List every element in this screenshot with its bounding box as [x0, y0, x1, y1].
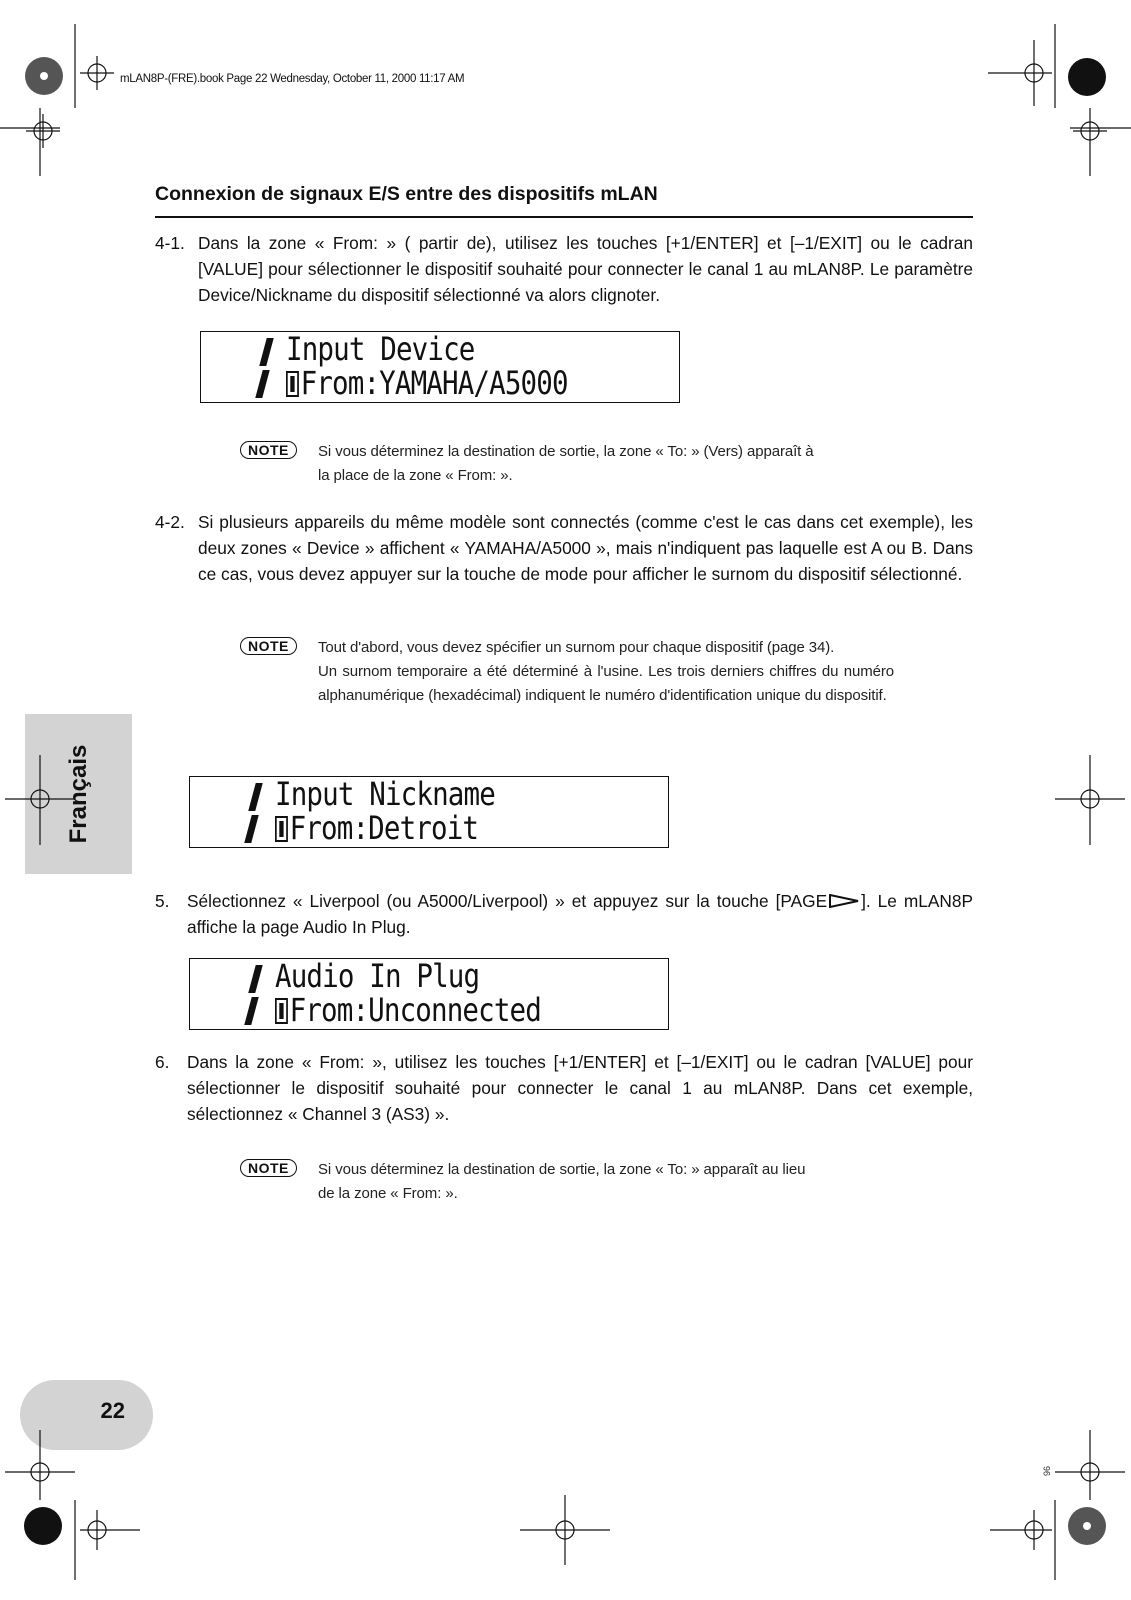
lcd-display-input-nickname — [189, 776, 669, 848]
step-5 — [155, 888, 973, 942]
lcd-line-2: From:Detroit — [275, 811, 478, 845]
lcd-line-1: Input Device — [286, 330, 475, 368]
book-header-slug: mLAN8P-(FRE).book Page 22 Wednesday, October 11, 2000 11:17 AM — [120, 73, 465, 85]
lcd-indicator-icon — [244, 815, 259, 843]
lcd-cursor-icon — [275, 998, 288, 1024]
lcd-cursor-icon — [286, 371, 299, 397]
section-title: Connexion de signaux E/S entre des dispositifs mLAN — [155, 183, 658, 205]
step-text: Dans la zone « From: », utilisez les touches [+1/ENTER] et [–1/EXIT] ou le cadran [VALUE] pour sélectionner le dispositif souhaité pour connecter le canal 1 au mLAN8P. Dans cet exemple, sélectionnez « Channel 3 (AS3) ». — [187, 1052, 973, 1124]
lcd-line-2: From:YAMAHA/A5000 — [286, 366, 568, 400]
step-text: Dans la zone « From: » ( partir de), utilisez les touches [+1/ENTER] et [–1/EXIT] ou le cadran [VALUE] pour sélectionner le dispositif souhaité pour connecter le canal 1 au mLAN8P. Le paramètre Device/Nickname du dispositif sélectionné va alors clignoter. — [198, 233, 973, 305]
step-text: Si plusieurs appareils du même modèle sont connectés (comme c'est le cas dans cet exemple), les deux zones « Device » affichent « YAMAHA/A5000 », mais n'indiquent pas laquelle est A ou B. Dans ce cas, vous devez appuyer sur la touche de mode pour afficher le surnom du dispositif sélectionné. — [198, 512, 973, 584]
language-side-tab-label: Français — [64, 744, 92, 844]
language-side-tab — [25, 714, 132, 874]
note-text: Si vous déterminez la destination de sortie, la zone « To: » (Vers) apparaît à la place de la zone « From: ». — [318, 443, 814, 484]
lcd-line-1: Input Nickname — [275, 775, 495, 813]
step-number: 4-2. — [155, 512, 185, 532]
step-text: Sélectionnez « Liverpool (ou A5000/Liverpool) » et appuyez sur la touche [PAGE ]. Le mLAN8P affiche la page Audio In Plug. — [187, 891, 973, 937]
margin-code: 96 — [1042, 1465, 1053, 1477]
step-4-1 — [155, 230, 973, 310]
step-6 — [155, 1049, 973, 1129]
lcd-indicator-icon — [255, 370, 270, 398]
note-text: Tout d'abord, vous devez spécifier un surnom pour chaque dispositif (page 34). Un surnom temporaire a été déterminé à l'usine. Les trois derniers chiffres du numéro alphanumérique (hexadécimal) indiquent le numéro d'identification unique du dispositif. — [318, 639, 894, 704]
step-number: 5. — [155, 891, 170, 911]
lcd-indicator-icon — [248, 783, 263, 811]
step-number: 4-1. — [155, 233, 185, 253]
lcd-indicator-icon — [244, 997, 259, 1025]
lcd-display-audio-in-plug — [189, 958, 669, 1030]
lcd-indicator-icon — [248, 965, 263, 993]
title-rule — [155, 216, 973, 218]
lcd-line-1: Audio In Plug — [275, 957, 480, 995]
lcd-cursor-icon — [275, 816, 288, 842]
page-number-tab — [20, 1380, 153, 1450]
page-number: 22 — [100, 1398, 125, 1423]
step-4-2 — [155, 509, 973, 615]
lcd-display-input-device — [200, 331, 680, 403]
lcd-indicator-icon — [259, 338, 274, 366]
note-badge: NOTE — [240, 637, 297, 656]
page-forward-arrow-icon — [829, 894, 859, 908]
note-text: Si vous déterminez la destination de sortie, la zone « To: » apparaît au lieu de la zone « From: ». — [318, 1161, 806, 1202]
lcd-line-2: From:Unconnected — [275, 993, 541, 1027]
note-badge: NOTE — [240, 441, 297, 460]
note-badge: NOTE — [240, 1159, 297, 1178]
step-number: 6. — [155, 1052, 170, 1072]
